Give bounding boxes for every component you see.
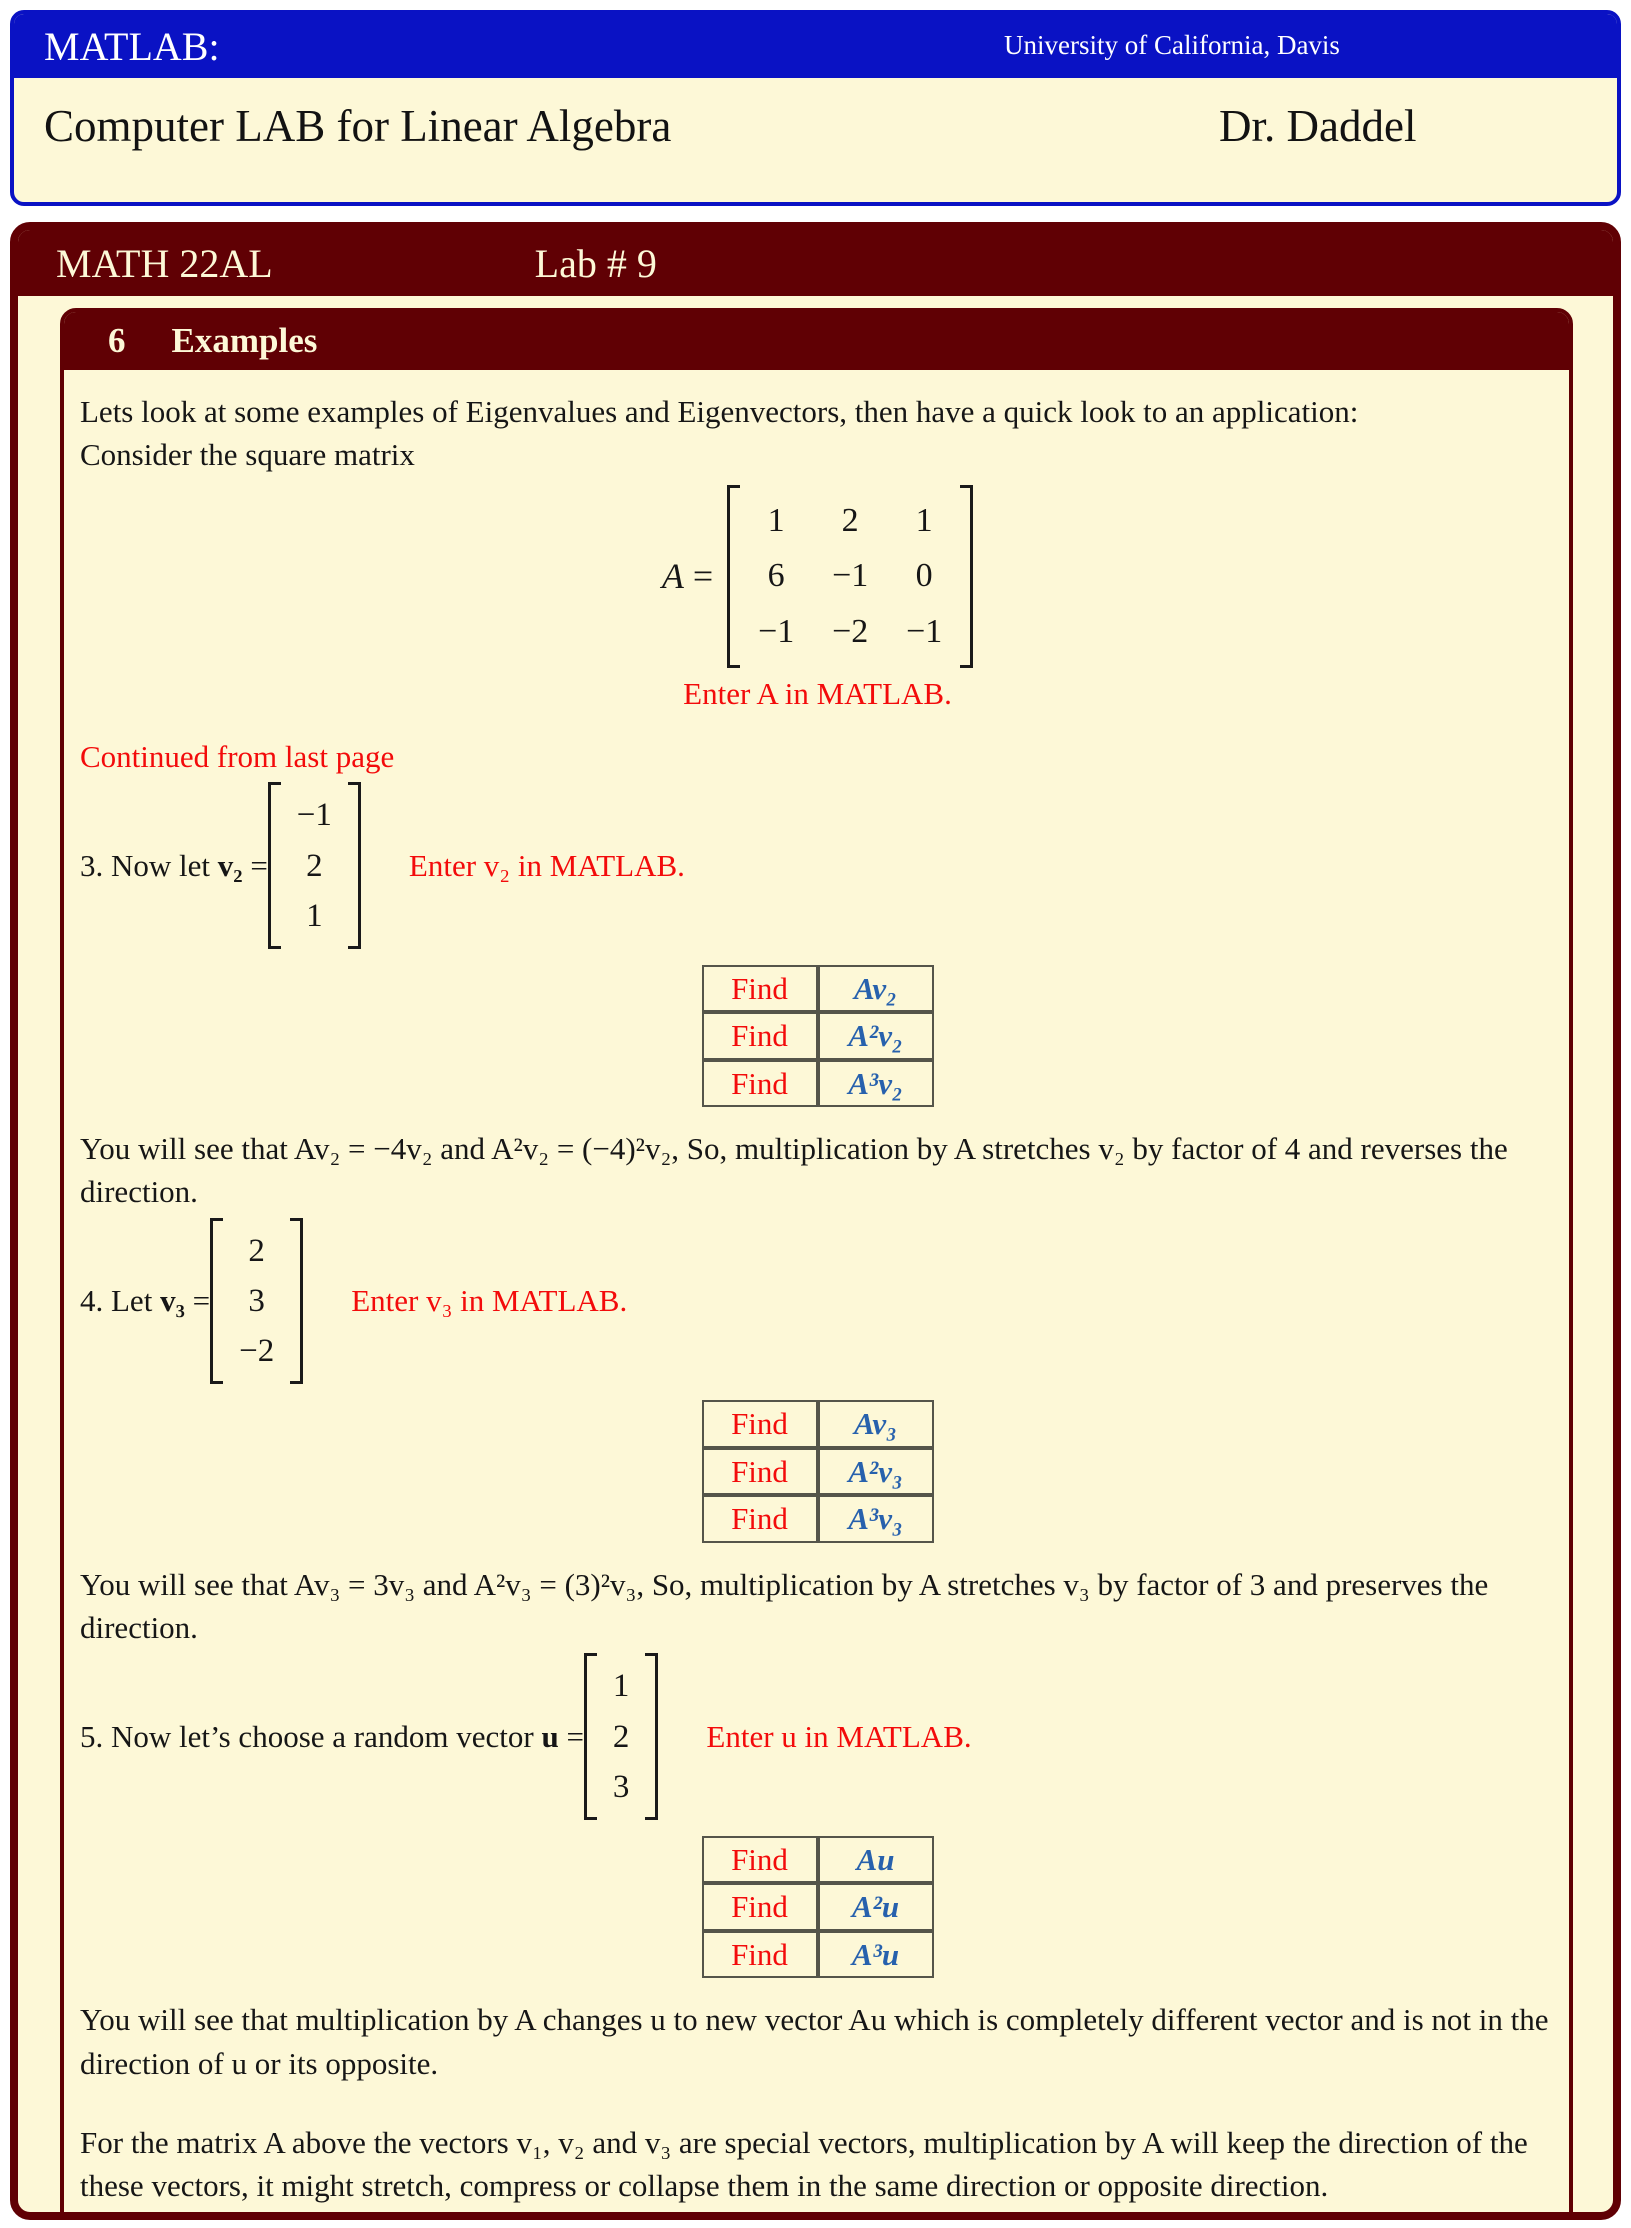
expression-cell: A²v₂ [818, 1012, 934, 1059]
header-title-bar [14, 14, 1617, 78]
table-row [702, 1060, 934, 1107]
right-bracket [645, 1653, 658, 1820]
right-bracket [290, 1218, 303, 1385]
left-bracket [210, 1218, 223, 1385]
matlab-title: MATLAB: [44, 23, 220, 69]
vector-cell: 3 [248, 1283, 265, 1320]
matrix-cell: 1 [915, 501, 933, 539]
after-u-paragraph: You will see that multiplication by A changes u to new vector Au which is completely different vector and is not in the direction of u or its opposite. [80, 2002, 1549, 2081]
matrix-a-label: A = [661, 555, 714, 596]
section-number: 6 [108, 321, 126, 360]
examples-section [60, 308, 1573, 2220]
find-cell: Find [702, 1448, 818, 1495]
header-card [10, 10, 1621, 206]
vector-cell: −1 [296, 797, 332, 834]
left-bracket [584, 1653, 597, 1820]
matrix-cell: −1 [832, 557, 869, 595]
expression-cell: A³u [818, 1931, 934, 1978]
find-cell: Find [702, 1060, 818, 1107]
table-row [702, 1012, 934, 1059]
matrix-cell: −1 [758, 612, 795, 650]
item-3 [80, 782, 1555, 949]
left-bracket [268, 782, 281, 949]
right-bracket [348, 782, 361, 949]
table-row [702, 1448, 934, 1495]
course-subtitle: Computer LAB for Linear Algebra [44, 101, 672, 151]
after-v3-paragraph: You will see that Av₃ = 3v₃ and A²v₃ = (3)²v₃, So, multiplication by A stretches v₃ by factor of 3 and preserves the direction. [80, 1566, 1489, 1645]
find-table-v2 [702, 965, 934, 1107]
matrix-cell: 6 [767, 557, 785, 595]
instructor-name: Dr. Daddel [1219, 101, 1417, 151]
find-cell: Find [702, 1400, 818, 1447]
find-cell: Find [702, 1836, 818, 1883]
vector-cell: 3 [612, 1768, 630, 1805]
matrix-cell: 2 [841, 501, 859, 539]
course-code: MATH 22AL [56, 240, 273, 286]
matrix-cell: −1 [906, 612, 943, 650]
lab-card [10, 222, 1621, 2220]
vector-v2 [268, 782, 361, 949]
expression-cell: Av₃ [818, 1400, 934, 1447]
expression-cell: A²v₃ [818, 1448, 934, 1495]
matrix-a-values [740, 485, 960, 668]
find-cell: Find [702, 965, 818, 1012]
lab-content [18, 296, 1613, 2220]
matrix-cell: −2 [832, 612, 869, 650]
vector-u [584, 1653, 659, 1820]
vector-v3 [210, 1218, 303, 1385]
vector-v2-values [281, 782, 348, 949]
table-row [702, 1495, 934, 1542]
right-bracket [960, 485, 973, 668]
enter-v3-instruction: Enter v₃ in MATLAB. [351, 1283, 628, 1319]
expression-cell: Au [818, 1836, 934, 1883]
left-bracket [727, 485, 740, 668]
expression-cell: Av₂ [818, 965, 934, 1012]
matrix-cell: 0 [915, 557, 933, 595]
intro-paragraph: Lets look at some examples of Eigenvalues and Eigenvectors, then have a quick look to an application: [80, 394, 1359, 429]
closing-paragraph: For the matrix A above the vectors v₁, v₂ and v₃ are special vectors, multiplication by A will keep the direction of the these vectors, it might stretch, compress or collapse them in the same direction or opposite direction. [80, 2124, 1528, 2204]
table-row [702, 1883, 934, 1930]
examples-section-header [64, 312, 1569, 370]
vector-u-values [597, 1653, 646, 1820]
enter-v2-instruction: Enter v₂ in MATLAB. [408, 847, 685, 883]
item-4 [80, 1218, 1555, 1385]
item-4-label: 4. Let v₃ = [80, 1283, 211, 1319]
item-5 [80, 1653, 1555, 1820]
matrix-a-brackets [727, 485, 973, 668]
lab-title-bar [18, 230, 1613, 296]
find-cell: Find [702, 1883, 818, 1930]
university-name: University of California, Davis [1004, 30, 1340, 60]
table-row [702, 1931, 934, 1978]
consider-line: Consider the square matrix [80, 437, 415, 473]
vector-cell: −2 [239, 1333, 275, 1370]
vector-cell: 1 [306, 897, 323, 934]
item-5-label: 5. Now let’s choose a random vector u = [80, 1718, 584, 1754]
find-cell: Find [702, 1012, 818, 1059]
lab-number: Lab # 9 [534, 240, 657, 286]
find-cell: Find [702, 1931, 818, 1978]
vector-cell: 2 [248, 1232, 265, 1269]
after-v2-paragraph: You will see that Av₂ = −4v₂ and A²v₂ = (−4)²v₂, So, multiplication by A stretches v₂ by factor of 4 and reverses the direction. [80, 1131, 1508, 1210]
vector-cell: 1 [612, 1668, 630, 1705]
find-cell: Find [702, 1495, 818, 1542]
matrix-a-display [80, 485, 1555, 668]
header-subtitle-row [14, 78, 1617, 206]
expression-cell: A²u [818, 1883, 934, 1930]
vector-cell: 2 [612, 1718, 630, 1755]
section-title: Examples [171, 321, 318, 360]
matrix-cell: 1 [767, 501, 785, 539]
examples-body [64, 370, 1569, 2220]
find-table-v3 [702, 1400, 934, 1542]
table-row [702, 965, 934, 1012]
expression-cell: A³v₂ [818, 1060, 934, 1107]
table-row [702, 1400, 934, 1447]
expression-cell: A³v₃ [818, 1495, 934, 1542]
find-table-u [702, 1836, 934, 1978]
enter-a-instruction: Enter A in MATLAB. [683, 675, 952, 711]
continued-note: Continued from last page [80, 738, 395, 774]
table-row [702, 1836, 934, 1883]
enter-u-instruction: Enter u in MATLAB. [706, 1718, 972, 1754]
vector-v3-values [223, 1218, 290, 1385]
vector-cell: 2 [306, 847, 323, 884]
item-3-label: 3. Now let v₂ = [80, 847, 268, 883]
